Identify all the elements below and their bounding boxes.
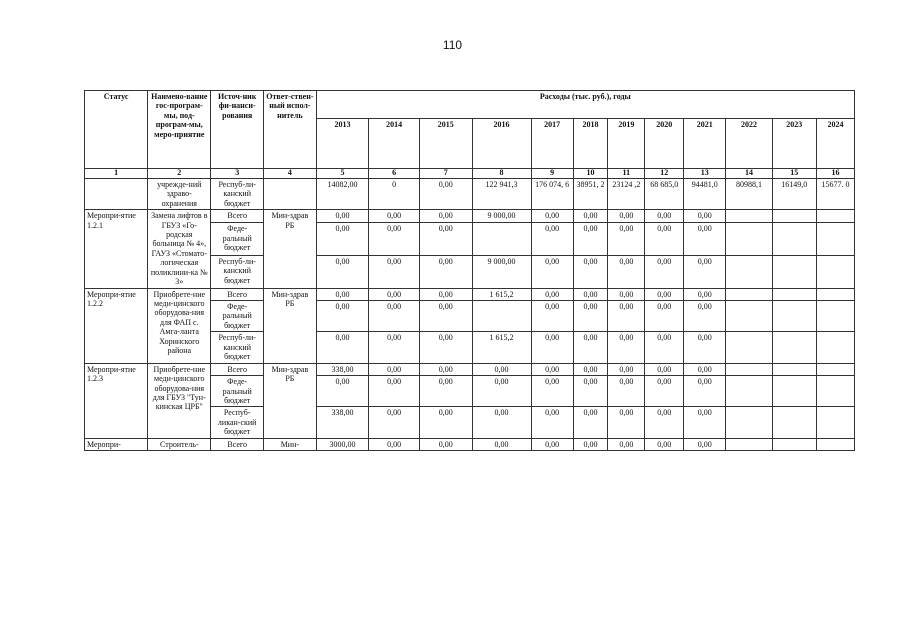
source-cell: Всего <box>211 438 264 450</box>
column-number: 5 <box>316 169 369 179</box>
source-cell: Всего <box>211 210 264 223</box>
header-year: 2016 <box>472 119 531 169</box>
value-cell: 0,00 <box>369 255 420 288</box>
value-cell: 0,00 <box>684 288 726 300</box>
value-cell <box>726 363 772 375</box>
column-number: 15 <box>772 169 816 179</box>
value-cell: 0,00 <box>531 301 573 332</box>
status-cell: Меропри- <box>85 438 148 450</box>
value-cell <box>816 332 854 363</box>
column-number: 16 <box>816 169 854 179</box>
source-cell: Респуб-ликан-ский бюджет <box>211 407 264 438</box>
value-cell <box>726 376 772 407</box>
value-cell: 0 <box>369 178 420 209</box>
value-cell: 0,00 <box>645 407 684 438</box>
value-cell: 0,00 <box>573 376 608 407</box>
value-cell: 0,00 <box>419 332 472 363</box>
value-cell: 0,00 <box>369 407 420 438</box>
header-year: 2018 <box>573 119 608 169</box>
value-cell <box>726 301 772 332</box>
table-row <box>85 210 855 223</box>
status-cell: Меропри-ятие 1.2.2 <box>85 288 148 363</box>
value-cell: 0,00 <box>531 376 573 407</box>
value-cell: 0,00 <box>369 223 420 256</box>
value-cell <box>816 301 854 332</box>
value-cell: 68 685,0 <box>645 178 684 209</box>
header-year: 2021 <box>684 119 726 169</box>
value-cell: 80988,1 <box>726 178 772 209</box>
value-cell: 0,00 <box>608 301 645 332</box>
value-cell <box>816 376 854 407</box>
value-cell: 0,00 <box>419 223 472 256</box>
value-cell: 0,00 <box>684 223 726 256</box>
source-cell: Феде-ральный бюджет <box>211 301 264 332</box>
column-number: 6 <box>369 169 420 179</box>
value-cell <box>772 363 816 375</box>
value-cell: 0,00 <box>369 288 420 300</box>
value-cell: 0,00 <box>369 332 420 363</box>
value-cell <box>726 255 772 288</box>
value-cell: 0,00 <box>573 363 608 375</box>
value-cell: 15677. 0 <box>816 178 854 209</box>
value-cell: 0,00 <box>316 255 369 288</box>
value-cell: 9 000,00 <box>472 255 531 288</box>
value-cell: 122 941,3 <box>472 178 531 209</box>
value-cell: 0,00 <box>369 376 420 407</box>
executor-cell <box>264 178 317 209</box>
value-cell: 0,00 <box>419 301 472 332</box>
header-year: 2015 <box>419 119 472 169</box>
value-cell <box>726 332 772 363</box>
value-cell: 1 615,2 <box>472 332 531 363</box>
value-cell: 0,00 <box>608 332 645 363</box>
value-cell <box>726 223 772 256</box>
value-cell <box>772 376 816 407</box>
source-cell: Всего <box>211 288 264 300</box>
name-cell: Строитель- <box>148 438 211 450</box>
value-cell: 0,00 <box>531 332 573 363</box>
value-cell: 0,00 <box>645 301 684 332</box>
header-year: 2013 <box>316 119 369 169</box>
value-cell <box>772 255 816 288</box>
value-cell: 0,00 <box>316 332 369 363</box>
value-cell: 0,00 <box>573 332 608 363</box>
value-cell: 16149,0 <box>772 178 816 209</box>
value-cell: 0,00 <box>472 407 531 438</box>
value-cell: 0,00 <box>608 376 645 407</box>
value-cell <box>726 438 772 450</box>
value-cell: 0,00 <box>645 288 684 300</box>
header-year: 2024 <box>816 119 854 169</box>
source-cell: Респуб-ли-канский бюджет <box>211 255 264 288</box>
name-cell: Замена лифтов в ГБУЗ «Го-родская больница № 4», ГАУЗ «Стомато-логическая поликлини-ка № 3» <box>148 210 211 289</box>
header-executor: Ответ-ствен-ный испол-нитель <box>264 91 317 169</box>
value-cell: 0,00 <box>608 288 645 300</box>
value-cell <box>726 407 772 438</box>
header-year: 2022 <box>726 119 772 169</box>
column-number: 10 <box>573 169 608 179</box>
value-cell: 0,00 <box>419 178 472 209</box>
value-cell: 0,00 <box>573 301 608 332</box>
column-number: 9 <box>531 169 573 179</box>
column-number: 3 <box>211 169 264 179</box>
value-cell: 0,00 <box>531 288 573 300</box>
value-cell: 0,00 <box>573 288 608 300</box>
value-cell: 0,00 <box>684 407 726 438</box>
value-cell: 0,00 <box>419 288 472 300</box>
name-cell: Приобрете-ние меди-цинского оборудова-ния для ГБУЗ "Тун-кинская ЦРБ" <box>148 363 211 438</box>
value-cell <box>772 407 816 438</box>
header-source: Источ-ник фи-нанси-рования <box>211 91 264 169</box>
value-cell: 23124 ,2 <box>608 178 645 209</box>
header-status: Статус <box>85 91 148 169</box>
column-number: 14 <box>726 169 772 179</box>
value-cell: 0,00 <box>645 223 684 256</box>
value-cell <box>772 332 816 363</box>
value-cell: 0,00 <box>608 210 645 223</box>
value-cell: 0,00 <box>684 438 726 450</box>
value-cell <box>816 210 854 223</box>
column-number: 11 <box>608 169 645 179</box>
value-cell: 0,00 <box>573 223 608 256</box>
header-name: Наимено-вание гос-програм-мы, под-програм-мы, меро-приятие <box>148 91 211 169</box>
source-cell: Респуб-ли-канский бюджет <box>211 178 264 209</box>
value-cell <box>772 210 816 223</box>
table-row <box>85 178 855 209</box>
source-cell: Феде-ральный бюджет <box>211 376 264 407</box>
value-cell: 0,00 <box>316 288 369 300</box>
value-cell: 0,00 <box>369 210 420 223</box>
value-cell: 0,00 <box>531 210 573 223</box>
value-cell <box>816 255 854 288</box>
value-cell: 338,00 <box>316 407 369 438</box>
value-cell: 38951, 2 <box>573 178 608 209</box>
value-cell: 0,00 <box>369 363 420 375</box>
value-cell: 0,00 <box>608 438 645 450</box>
header-year: 2020 <box>645 119 684 169</box>
executor-cell: Мин-здрав РБ <box>264 210 317 289</box>
value-cell: 0,00 <box>316 376 369 407</box>
column-number: 1 <box>85 169 148 179</box>
column-number: 12 <box>645 169 684 179</box>
value-cell: 0,00 <box>419 363 472 375</box>
value-cell: 0,00 <box>472 363 531 375</box>
value-cell <box>726 288 772 300</box>
value-cell: 0,00 <box>419 407 472 438</box>
value-cell <box>772 288 816 300</box>
value-cell: 0,00 <box>531 407 573 438</box>
value-cell: 14082,00 <box>316 178 369 209</box>
status-cell: Меропри-ятие 1.2.1 <box>85 210 148 289</box>
value-cell: 0,00 <box>419 210 472 223</box>
value-cell: 1 615,2 <box>472 288 531 300</box>
value-cell: 0,00 <box>419 438 472 450</box>
value-cell: 0,00 <box>573 438 608 450</box>
value-cell: 0,00 <box>684 332 726 363</box>
value-cell <box>472 223 531 256</box>
status-cell: Меропри-ятие 1.2.3 <box>85 363 148 438</box>
budget-table <box>84 90 855 451</box>
page-number: 110 <box>442 38 463 52</box>
value-cell <box>772 301 816 332</box>
value-cell: 0,00 <box>645 210 684 223</box>
executor-cell: Мин-здрав РБ <box>264 288 317 363</box>
status-cell <box>85 178 148 209</box>
value-cell: 0,00 <box>531 363 573 375</box>
value-cell: 9 000,00 <box>472 210 531 223</box>
value-cell: 0,00 <box>472 376 531 407</box>
header-year: 2019 <box>608 119 645 169</box>
value-cell: 0,00 <box>369 438 420 450</box>
source-cell: Респуб-ли-канский бюджет <box>211 332 264 363</box>
value-cell: 0,00 <box>316 210 369 223</box>
value-cell <box>772 438 816 450</box>
table-row <box>85 438 855 450</box>
source-cell: Всего <box>211 363 264 375</box>
column-number: 2 <box>148 169 211 179</box>
value-cell: 0,00 <box>316 223 369 256</box>
value-cell: 0,00 <box>573 210 608 223</box>
executor-cell: Мин-здрав РБ <box>264 363 317 438</box>
value-cell: 0,00 <box>684 363 726 375</box>
value-cell <box>816 223 854 256</box>
name-cell: Приобрете-ние меди-цинского оборудова-ния для ФАП с. Амга-ланта Хоринского района <box>148 288 211 363</box>
value-cell: 0,00 <box>573 255 608 288</box>
value-cell: 0,00 <box>684 376 726 407</box>
header-year: 2014 <box>369 119 420 169</box>
value-cell: 0,00 <box>531 438 573 450</box>
table-row <box>85 363 855 375</box>
column-number: 8 <box>472 169 531 179</box>
value-cell: 0,00 <box>645 363 684 375</box>
value-cell <box>816 407 854 438</box>
value-cell: 0,00 <box>573 407 608 438</box>
value-cell: 0,00 <box>531 255 573 288</box>
value-cell <box>726 210 772 223</box>
value-cell <box>816 438 854 450</box>
value-cell: 338,00 <box>316 363 369 375</box>
source-cell: Феде-ральный бюджет <box>211 223 264 256</box>
value-cell: 0,00 <box>419 376 472 407</box>
executor-cell: Мин- <box>264 438 317 450</box>
value-cell: 0,00 <box>684 301 726 332</box>
value-cell <box>816 363 854 375</box>
header-year: 2017 <box>531 119 573 169</box>
value-cell: 0,00 <box>645 255 684 288</box>
value-cell <box>772 223 816 256</box>
value-cell: 0,00 <box>531 223 573 256</box>
value-cell <box>816 288 854 300</box>
name-cell: учрежде-ний здраво-охранения <box>148 178 211 209</box>
column-number: 13 <box>684 169 726 179</box>
value-cell: 0,00 <box>645 438 684 450</box>
header-year: 2023 <box>772 119 816 169</box>
column-number: 7 <box>419 169 472 179</box>
value-cell: 0,00 <box>472 438 531 450</box>
value-cell: 0,00 <box>608 363 645 375</box>
value-cell: 0,00 <box>684 210 726 223</box>
value-cell: 3000,00 <box>316 438 369 450</box>
value-cell: 0,00 <box>645 376 684 407</box>
value-cell: 0,00 <box>369 301 420 332</box>
value-cell: 0,00 <box>608 223 645 256</box>
table-row <box>85 288 855 300</box>
value-cell: 94481,0 <box>684 178 726 209</box>
value-cell: 176 074, 6 <box>531 178 573 209</box>
header-expenses: Расходы (тыс. руб.), годы <box>316 91 854 119</box>
value-cell <box>472 301 531 332</box>
value-cell: 0,00 <box>608 407 645 438</box>
value-cell: 0,00 <box>608 255 645 288</box>
column-number: 4 <box>264 169 317 179</box>
value-cell: 0,00 <box>684 255 726 288</box>
value-cell: 0,00 <box>419 255 472 288</box>
value-cell: 0,00 <box>645 332 684 363</box>
value-cell: 0,00 <box>316 301 369 332</box>
